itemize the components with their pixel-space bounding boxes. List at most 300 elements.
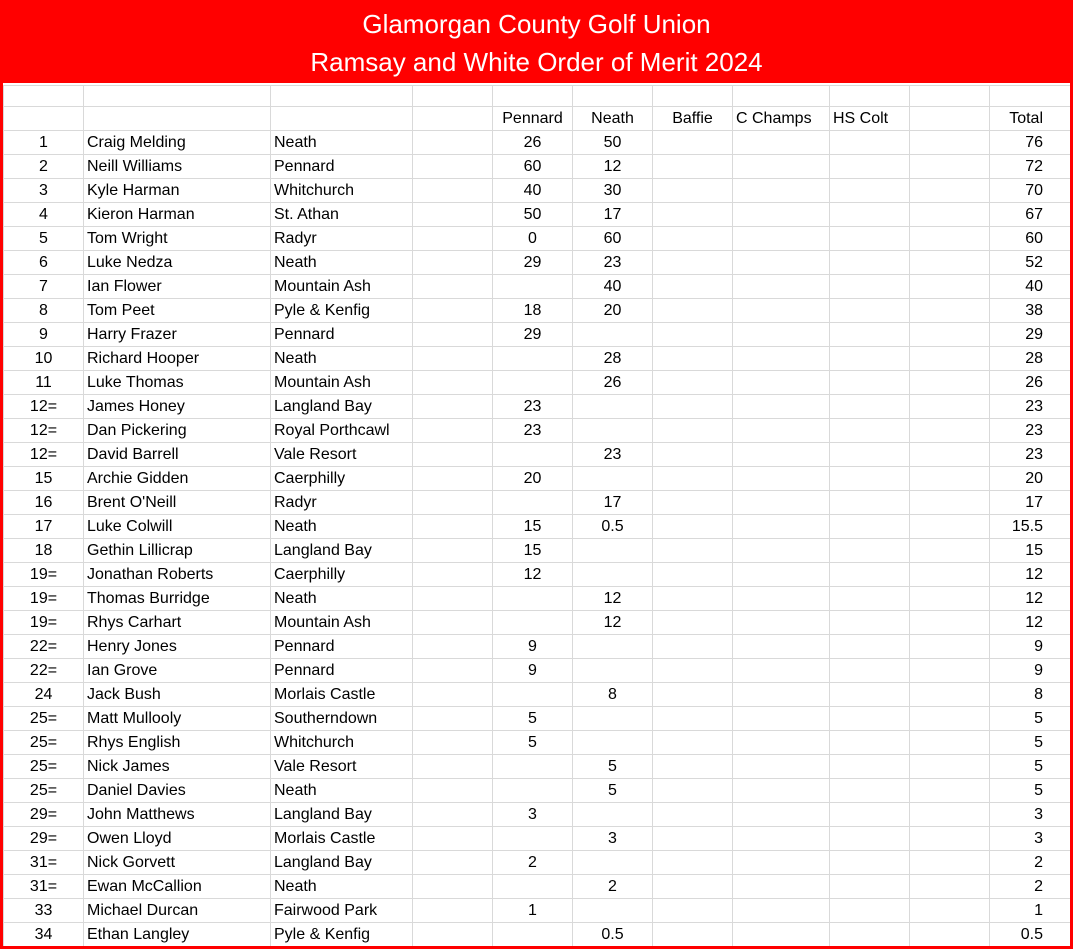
club-cell[interactable]: Mountain Ash — [271, 275, 413, 299]
club-cell[interactable]: Mountain Ash — [271, 611, 413, 635]
player-name-cell[interactable]: James Honey — [84, 395, 271, 419]
header-total[interactable]: Total — [990, 107, 1071, 131]
c-champs-points-cell[interactable] — [733, 371, 830, 395]
position-cell[interactable]: 10 — [4, 347, 84, 371]
baffie-points-cell[interactable] — [653, 899, 733, 923]
pennard-points-cell[interactable] — [493, 755, 573, 779]
baffie-points-cell[interactable] — [653, 131, 733, 155]
empty-cell[interactable] — [413, 659, 493, 683]
hs-colt-points-cell[interactable] — [830, 875, 910, 899]
empty-cell[interactable] — [413, 611, 493, 635]
c-champs-points-cell[interactable] — [733, 491, 830, 515]
c-champs-points-cell[interactable] — [733, 779, 830, 803]
empty-cell[interactable] — [413, 563, 493, 587]
empty-cell[interactable] — [413, 803, 493, 827]
c-champs-points-cell[interactable] — [733, 683, 830, 707]
baffie-points-cell[interactable] — [653, 515, 733, 539]
c-champs-points-cell[interactable] — [733, 851, 830, 875]
empty-cell[interactable] — [910, 419, 990, 443]
club-cell[interactable]: Neath — [271, 131, 413, 155]
empty-cell[interactable] — [413, 899, 493, 923]
c-champs-points-cell[interactable] — [733, 563, 830, 587]
neath-points-cell[interactable]: 40 — [573, 275, 653, 299]
neath-points-cell[interactable] — [573, 395, 653, 419]
c-champs-points-cell[interactable] — [733, 275, 830, 299]
neath-points-cell[interactable]: 30 — [573, 179, 653, 203]
club-cell[interactable]: Langland Bay — [271, 395, 413, 419]
pennard-points-cell[interactable]: 0 — [493, 227, 573, 251]
empty-cell[interactable] — [413, 395, 493, 419]
c-champs-points-cell[interactable] — [733, 635, 830, 659]
player-name-cell[interactable]: Jack Bush — [84, 683, 271, 707]
c-champs-points-cell[interactable] — [733, 155, 830, 179]
c-champs-points-cell[interactable] — [733, 803, 830, 827]
empty-cell[interactable] — [413, 683, 493, 707]
neath-points-cell[interactable]: 23 — [573, 443, 653, 467]
empty-cell[interactable] — [413, 251, 493, 275]
club-cell[interactable]: Royal Porthcawl — [271, 419, 413, 443]
header-cell-club[interactable] — [271, 107, 413, 131]
hs-colt-points-cell[interactable] — [830, 179, 910, 203]
club-cell[interactable]: Fairwood Park — [271, 899, 413, 923]
neath-points-cell[interactable] — [573, 467, 653, 491]
total-points-cell[interactable]: 23 — [990, 419, 1071, 443]
pennard-points-cell[interactable] — [493, 371, 573, 395]
player-name-cell[interactable]: Ian Flower — [84, 275, 271, 299]
player-name-cell[interactable]: John Matthews — [84, 803, 271, 827]
empty-cell[interactable] — [413, 467, 493, 491]
hs-colt-points-cell[interactable] — [830, 635, 910, 659]
empty-cell[interactable] — [910, 203, 990, 227]
empty-cell[interactable] — [413, 275, 493, 299]
cell[interactable] — [84, 86, 271, 107]
club-cell[interactable]: Pennard — [271, 659, 413, 683]
pennard-points-cell[interactable]: 5 — [493, 707, 573, 731]
neath-points-cell[interactable]: 12 — [573, 611, 653, 635]
hs-colt-points-cell[interactable] — [830, 851, 910, 875]
hs-colt-points-cell[interactable] — [830, 203, 910, 227]
hs-colt-points-cell[interactable] — [830, 563, 910, 587]
player-name-cell[interactable]: Nick Gorvett — [84, 851, 271, 875]
hs-colt-points-cell[interactable] — [830, 899, 910, 923]
cell[interactable] — [271, 86, 413, 107]
hs-colt-points-cell[interactable] — [830, 155, 910, 179]
club-cell[interactable]: Neath — [271, 587, 413, 611]
player-name-cell[interactable]: Luke Nedza — [84, 251, 271, 275]
position-cell[interactable]: 34 — [4, 923, 84, 947]
hs-colt-points-cell[interactable] — [830, 779, 910, 803]
hs-colt-points-cell[interactable] — [830, 515, 910, 539]
pennard-points-cell[interactable]: 5 — [493, 731, 573, 755]
empty-cell[interactable] — [413, 491, 493, 515]
neath-points-cell[interactable]: 3 — [573, 827, 653, 851]
neath-points-cell[interactable]: 50 — [573, 131, 653, 155]
total-points-cell[interactable]: 72 — [990, 155, 1071, 179]
pennard-points-cell[interactable]: 1 — [493, 899, 573, 923]
player-name-cell[interactable]: Tom Peet — [84, 299, 271, 323]
pennard-points-cell[interactable]: 23 — [493, 395, 573, 419]
total-points-cell[interactable]: 3 — [990, 803, 1071, 827]
baffie-points-cell[interactable] — [653, 275, 733, 299]
pennard-points-cell[interactable]: 9 — [493, 635, 573, 659]
total-points-cell[interactable]: 0.5 — [990, 923, 1071, 947]
neath-points-cell[interactable]: 23 — [573, 251, 653, 275]
empty-cell[interactable] — [910, 371, 990, 395]
position-cell[interactable]: 25= — [4, 707, 84, 731]
empty-cell[interactable] — [413, 755, 493, 779]
pennard-points-cell[interactable] — [493, 611, 573, 635]
club-cell[interactable]: Mountain Ash — [271, 371, 413, 395]
c-champs-points-cell[interactable] — [733, 467, 830, 491]
player-name-cell[interactable]: Matt Mullooly — [84, 707, 271, 731]
hs-colt-points-cell[interactable] — [830, 731, 910, 755]
baffie-points-cell[interactable] — [653, 155, 733, 179]
baffie-points-cell[interactable] — [653, 395, 733, 419]
pennard-points-cell[interactable]: 29 — [493, 251, 573, 275]
total-points-cell[interactable]: 28 — [990, 347, 1071, 371]
position-cell[interactable]: 12= — [4, 395, 84, 419]
neath-points-cell[interactable]: 60 — [573, 227, 653, 251]
neath-points-cell[interactable] — [573, 539, 653, 563]
hs-colt-points-cell[interactable] — [830, 611, 910, 635]
header-cell-position[interactable] — [4, 107, 84, 131]
position-cell[interactable]: 19= — [4, 611, 84, 635]
position-cell[interactable]: 12= — [4, 419, 84, 443]
hs-colt-points-cell[interactable] — [830, 419, 910, 443]
hs-colt-points-cell[interactable] — [830, 467, 910, 491]
c-champs-points-cell[interactable] — [733, 395, 830, 419]
total-points-cell[interactable]: 5 — [990, 707, 1071, 731]
cell[interactable] — [493, 86, 573, 107]
empty-cell[interactable] — [910, 251, 990, 275]
c-champs-points-cell[interactable] — [733, 539, 830, 563]
total-points-cell[interactable]: 5 — [990, 755, 1071, 779]
neath-points-cell[interactable] — [573, 659, 653, 683]
total-points-cell[interactable]: 9 — [990, 635, 1071, 659]
club-cell[interactable]: Neath — [271, 779, 413, 803]
baffie-points-cell[interactable] — [653, 467, 733, 491]
total-points-cell[interactable]: 70 — [990, 179, 1071, 203]
empty-cell[interactable] — [910, 875, 990, 899]
empty-cell[interactable] — [910, 131, 990, 155]
pennard-points-cell[interactable] — [493, 779, 573, 803]
hs-colt-points-cell[interactable] — [830, 299, 910, 323]
pennard-points-cell[interactable]: 12 — [493, 563, 573, 587]
empty-cell[interactable] — [910, 755, 990, 779]
neath-points-cell[interactable] — [573, 563, 653, 587]
position-cell[interactable]: 18 — [4, 539, 84, 563]
baffie-points-cell[interactable] — [653, 491, 733, 515]
position-cell[interactable]: 19= — [4, 563, 84, 587]
neath-points-cell[interactable]: 17 — [573, 491, 653, 515]
empty-cell[interactable] — [910, 635, 990, 659]
total-points-cell[interactable]: 2 — [990, 875, 1071, 899]
baffie-points-cell[interactable] — [653, 803, 733, 827]
c-champs-points-cell[interactable] — [733, 611, 830, 635]
empty-cell[interactable] — [910, 803, 990, 827]
total-points-cell[interactable]: 29 — [990, 323, 1071, 347]
c-champs-points-cell[interactable] — [733, 227, 830, 251]
neath-points-cell[interactable]: 20 — [573, 299, 653, 323]
total-points-cell[interactable]: 8 — [990, 683, 1071, 707]
baffie-points-cell[interactable] — [653, 827, 733, 851]
empty-cell[interactable] — [413, 587, 493, 611]
player-name-cell[interactable]: Ewan McCallion — [84, 875, 271, 899]
pennard-points-cell[interactable]: 29 — [493, 323, 573, 347]
neath-points-cell[interactable] — [573, 419, 653, 443]
neath-points-cell[interactable] — [573, 731, 653, 755]
baffie-points-cell[interactable] — [653, 779, 733, 803]
player-name-cell[interactable]: Tom Wright — [84, 227, 271, 251]
player-name-cell[interactable]: Kyle Harman — [84, 179, 271, 203]
position-cell[interactable]: 11 — [4, 371, 84, 395]
total-points-cell[interactable]: 15 — [990, 539, 1071, 563]
position-cell[interactable]: 25= — [4, 755, 84, 779]
club-cell[interactable]: Whitchurch — [271, 731, 413, 755]
header-hs-colt[interactable]: HS Colt — [830, 107, 910, 131]
position-cell[interactable]: 2 — [4, 155, 84, 179]
position-cell[interactable]: 6 — [4, 251, 84, 275]
position-cell[interactable]: 31= — [4, 851, 84, 875]
total-points-cell[interactable]: 76 — [990, 131, 1071, 155]
hs-colt-points-cell[interactable] — [830, 347, 910, 371]
empty-cell[interactable] — [413, 539, 493, 563]
c-champs-points-cell[interactable] — [733, 251, 830, 275]
empty-cell[interactable] — [910, 707, 990, 731]
player-name-cell[interactable]: Luke Colwill — [84, 515, 271, 539]
player-name-cell[interactable]: Owen Lloyd — [84, 827, 271, 851]
total-points-cell[interactable]: 23 — [990, 443, 1071, 467]
cell[interactable] — [653, 86, 733, 107]
hs-colt-points-cell[interactable] — [830, 827, 910, 851]
position-cell[interactable]: 25= — [4, 779, 84, 803]
neath-points-cell[interactable] — [573, 803, 653, 827]
player-name-cell[interactable]: Richard Hooper — [84, 347, 271, 371]
empty-cell[interactable] — [413, 227, 493, 251]
cell[interactable] — [910, 86, 990, 107]
club-cell[interactable]: Pennard — [271, 155, 413, 179]
pennard-points-cell[interactable]: 26 — [493, 131, 573, 155]
c-champs-points-cell[interactable] — [733, 755, 830, 779]
c-champs-points-cell[interactable] — [733, 419, 830, 443]
pennard-points-cell[interactable]: 3 — [493, 803, 573, 827]
cell[interactable] — [573, 86, 653, 107]
baffie-points-cell[interactable] — [653, 587, 733, 611]
neath-points-cell[interactable]: 5 — [573, 755, 653, 779]
empty-cell[interactable] — [413, 155, 493, 179]
baffie-points-cell[interactable] — [653, 251, 733, 275]
position-cell[interactable]: 17 — [4, 515, 84, 539]
cell[interactable] — [413, 86, 493, 107]
empty-cell[interactable] — [413, 827, 493, 851]
club-cell[interactable]: Pennard — [271, 635, 413, 659]
empty-cell[interactable] — [413, 203, 493, 227]
position-cell[interactable]: 16 — [4, 491, 84, 515]
pennard-points-cell[interactable] — [493, 923, 573, 947]
pennard-points-cell[interactable] — [493, 587, 573, 611]
empty-cell[interactable] — [413, 179, 493, 203]
hs-colt-points-cell[interactable] — [830, 683, 910, 707]
empty-cell[interactable] — [910, 899, 990, 923]
baffie-points-cell[interactable] — [653, 227, 733, 251]
hs-colt-points-cell[interactable] — [830, 755, 910, 779]
player-name-cell[interactable]: Nick James — [84, 755, 271, 779]
hs-colt-points-cell[interactable] — [830, 251, 910, 275]
baffie-points-cell[interactable] — [653, 683, 733, 707]
baffie-points-cell[interactable] — [653, 707, 733, 731]
empty-cell[interactable] — [413, 851, 493, 875]
hs-colt-points-cell[interactable] — [830, 131, 910, 155]
empty-cell[interactable] — [910, 587, 990, 611]
header-cell-empty[interactable] — [910, 107, 990, 131]
hs-colt-points-cell[interactable] — [830, 923, 910, 947]
c-champs-points-cell[interactable] — [733, 875, 830, 899]
pennard-points-cell[interactable]: 2 — [493, 851, 573, 875]
player-name-cell[interactable]: Ian Grove — [84, 659, 271, 683]
total-points-cell[interactable]: 2 — [990, 851, 1071, 875]
baffie-points-cell[interactable] — [653, 203, 733, 227]
total-points-cell[interactable]: 5 — [990, 731, 1071, 755]
total-points-cell[interactable]: 60 — [990, 227, 1071, 251]
pennard-points-cell[interactable] — [493, 875, 573, 899]
empty-cell[interactable] — [910, 515, 990, 539]
pennard-points-cell[interactable] — [493, 347, 573, 371]
hs-colt-points-cell[interactable] — [830, 395, 910, 419]
total-points-cell[interactable]: 17 — [990, 491, 1071, 515]
neath-points-cell[interactable] — [573, 635, 653, 659]
player-name-cell[interactable]: Brent O'Neill — [84, 491, 271, 515]
empty-cell[interactable] — [910, 827, 990, 851]
header-cell-empty[interactable] — [413, 107, 493, 131]
pennard-points-cell[interactable]: 50 — [493, 203, 573, 227]
c-champs-points-cell[interactable] — [733, 131, 830, 155]
baffie-points-cell[interactable] — [653, 443, 733, 467]
empty-cell[interactable] — [910, 539, 990, 563]
pennard-points-cell[interactable]: 15 — [493, 539, 573, 563]
position-cell[interactable]: 31= — [4, 875, 84, 899]
player-name-cell[interactable]: Luke Thomas — [84, 371, 271, 395]
pennard-points-cell[interactable] — [493, 827, 573, 851]
club-cell[interactable]: Neath — [271, 515, 413, 539]
empty-cell[interactable] — [413, 635, 493, 659]
total-points-cell[interactable]: 12 — [990, 611, 1071, 635]
neath-points-cell[interactable]: 0.5 — [573, 923, 653, 947]
neath-points-cell[interactable]: 5 — [573, 779, 653, 803]
empty-cell[interactable] — [910, 395, 990, 419]
empty-cell[interactable] — [910, 611, 990, 635]
club-cell[interactable]: Pennard — [271, 323, 413, 347]
empty-cell[interactable] — [910, 227, 990, 251]
player-name-cell[interactable]: Henry Jones — [84, 635, 271, 659]
position-cell[interactable]: 19= — [4, 587, 84, 611]
player-name-cell[interactable]: Michael Durcan — [84, 899, 271, 923]
position-cell[interactable]: 33 — [4, 899, 84, 923]
pennard-points-cell[interactable] — [493, 491, 573, 515]
empty-cell[interactable] — [413, 707, 493, 731]
total-points-cell[interactable]: 26 — [990, 371, 1071, 395]
pennard-points-cell[interactable] — [493, 683, 573, 707]
player-name-cell[interactable]: Kieron Harman — [84, 203, 271, 227]
baffie-points-cell[interactable] — [653, 299, 733, 323]
neath-points-cell[interactable]: 26 — [573, 371, 653, 395]
c-champs-points-cell[interactable] — [733, 347, 830, 371]
header-pennard[interactable]: Pennard — [493, 107, 573, 131]
baffie-points-cell[interactable] — [653, 323, 733, 347]
empty-cell[interactable] — [910, 299, 990, 323]
pennard-points-cell[interactable]: 15 — [493, 515, 573, 539]
c-champs-points-cell[interactable] — [733, 659, 830, 683]
hs-colt-points-cell[interactable] — [830, 323, 910, 347]
player-name-cell[interactable]: Dan Pickering — [84, 419, 271, 443]
baffie-points-cell[interactable] — [653, 659, 733, 683]
c-champs-points-cell[interactable] — [733, 179, 830, 203]
club-cell[interactable]: Langland Bay — [271, 803, 413, 827]
club-cell[interactable]: Morlais Castle — [271, 827, 413, 851]
pennard-points-cell[interactable]: 23 — [493, 419, 573, 443]
empty-cell[interactable] — [413, 875, 493, 899]
header-neath[interactable]: Neath — [573, 107, 653, 131]
position-cell[interactable]: 5 — [4, 227, 84, 251]
c-champs-points-cell[interactable] — [733, 899, 830, 923]
position-cell[interactable]: 3 — [4, 179, 84, 203]
empty-cell[interactable] — [413, 731, 493, 755]
cell[interactable] — [4, 86, 84, 107]
club-cell[interactable]: Langland Bay — [271, 539, 413, 563]
total-points-cell[interactable]: 12 — [990, 563, 1071, 587]
total-points-cell[interactable]: 67 — [990, 203, 1071, 227]
club-cell[interactable]: Vale Resort — [271, 755, 413, 779]
neath-points-cell[interactable]: 2 — [573, 875, 653, 899]
empty-cell[interactable] — [413, 323, 493, 347]
c-champs-points-cell[interactable] — [733, 443, 830, 467]
baffie-points-cell[interactable] — [653, 923, 733, 947]
hs-colt-points-cell[interactable] — [830, 371, 910, 395]
player-name-cell[interactable]: Rhys Carhart — [84, 611, 271, 635]
club-cell[interactable]: Caerphilly — [271, 563, 413, 587]
club-cell[interactable]: Neath — [271, 347, 413, 371]
pennard-points-cell[interactable]: 20 — [493, 467, 573, 491]
hs-colt-points-cell[interactable] — [830, 227, 910, 251]
baffie-points-cell[interactable] — [653, 731, 733, 755]
club-cell[interactable]: Southerndown — [271, 707, 413, 731]
position-cell[interactable]: 9 — [4, 323, 84, 347]
neath-points-cell[interactable]: 8 — [573, 683, 653, 707]
baffie-points-cell[interactable] — [653, 755, 733, 779]
baffie-points-cell[interactable] — [653, 419, 733, 443]
baffie-points-cell[interactable] — [653, 611, 733, 635]
player-name-cell[interactable]: Rhys English — [84, 731, 271, 755]
neath-points-cell[interactable]: 0.5 — [573, 515, 653, 539]
empty-cell[interactable] — [910, 563, 990, 587]
position-cell[interactable]: 22= — [4, 659, 84, 683]
player-name-cell[interactable]: Harry Frazer — [84, 323, 271, 347]
position-cell[interactable]: 29= — [4, 803, 84, 827]
empty-cell[interactable] — [910, 851, 990, 875]
club-cell[interactable]: Pyle & Kenfig — [271, 923, 413, 947]
hs-colt-points-cell[interactable] — [830, 275, 910, 299]
hs-colt-points-cell[interactable] — [830, 707, 910, 731]
total-points-cell[interactable]: 9 — [990, 659, 1071, 683]
empty-cell[interactable] — [413, 419, 493, 443]
club-cell[interactable]: Radyr — [271, 491, 413, 515]
total-points-cell[interactable]: 38 — [990, 299, 1071, 323]
position-cell[interactable]: 22= — [4, 635, 84, 659]
position-cell[interactable]: 1 — [4, 131, 84, 155]
club-cell[interactable]: Vale Resort — [271, 443, 413, 467]
player-name-cell[interactable]: Jonathan Roberts — [84, 563, 271, 587]
club-cell[interactable]: Neath — [271, 251, 413, 275]
empty-cell[interactable] — [910, 347, 990, 371]
